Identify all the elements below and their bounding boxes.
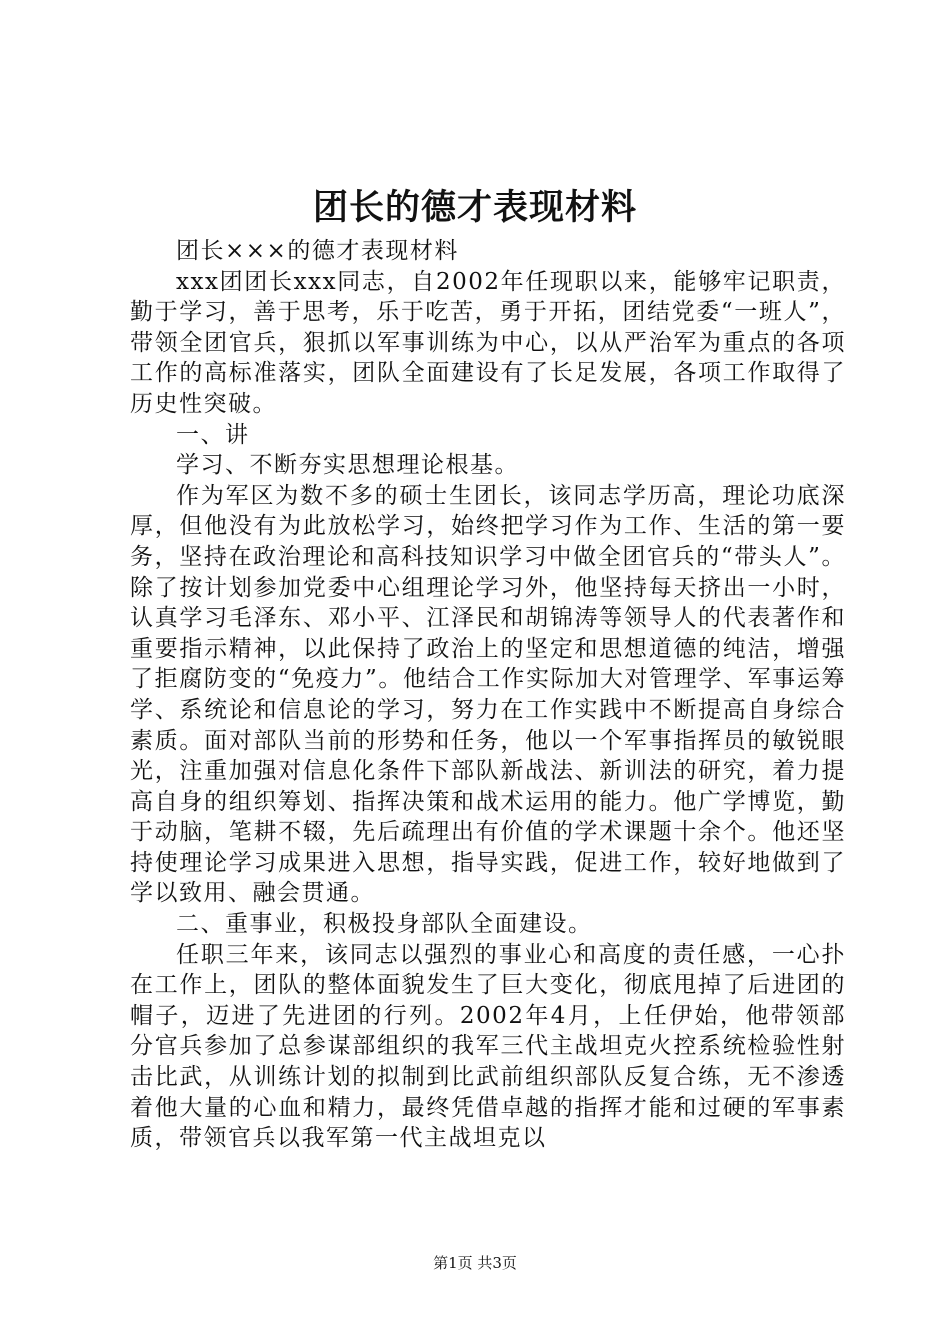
paragraph-subtitle: 团长×××的德才表现材料 [176,238,459,264]
paragraph-section-1: 作为军区为数不多的硕士生团长，该同志学历高，理论功底深厚，但他没有为此放松学习，始终把学习作为工作、生活的第一要务，坚持在政治理论和高科技知识学习中做全团官兵的“带头人”。除了按计划参加党委中心组理论学习外，他坚持每天挤出一小时，认真学习毛泽东、邓小平、江泽民和胡锦涛等领导人的代表著作和重要指示精神，以此保持了政治上的坚定和思想道德的纯洁，增强了拒腐防变的“免疫力”。他结合工作实际加大对管理学、军事运筹学、系统论和信息论的学习，努力在工作实践中不断提高自身综合素质。面对部队当前的形势和任务，他以一个军事指挥员的敏锐眼光，注重加强对信息化条件下部队新战法、新训法的研究，着力提高自身的组织筹划、指挥决策和战术运用的能力。他广学博览，勤于动脑，笔耕不辍，先后疏理出有价值的学术课题十余个。他还坚持使理论学习成果进入思想，指导实践，促进工作，较好地做到了学以致用、融会贯通。 [130,482,846,907]
section-heading-1a: 一、讲 [176,421,250,448]
section-heading-2: 二、重事业，积极投身部队全面建设。 [176,911,593,938]
document-title: 团长的德才表现材料 [312,187,637,228]
document-body [130,236,846,1154]
paragraph-intro: xxx团团长xxx同志，自2002年任现职以来，能够牢记职责，勤于学习，善于思考，乐于吃苦，勇于开拓，团结党委“一班人”，带领全团官兵，狠抓以军事训练为中心，以从严治军为重点的各项工作的高标准落实，团队全面建设有了长足发展，各项工作取得了历史性突破。 [130,268,846,417]
section-heading-1b: 学习、不断夯实思想理论根基。 [176,452,519,479]
paragraph-section-2: 任职三年来，该同志以强烈的事业心和高度的责任感，一心扑在工作上，团队的整体面貌发生了巨大变化，彻底甩掉了后进团的帽子，迈进了先进团的行列。2002年4月，上任伊始，他带领部分官兵参加了总参谋部组织的我军三代主战坦克火控系统检验性射击比武，从训练计划的拟制到比武前组织部队反复合练，无不渗透着他大量的心血和精力，最终凭借卓越的指挥才能和过硬的军事素质，带领官兵以我军第一代主战坦克以 [130,941,846,1152]
page-footer: 第1页 共3页 [433,1254,517,1272]
